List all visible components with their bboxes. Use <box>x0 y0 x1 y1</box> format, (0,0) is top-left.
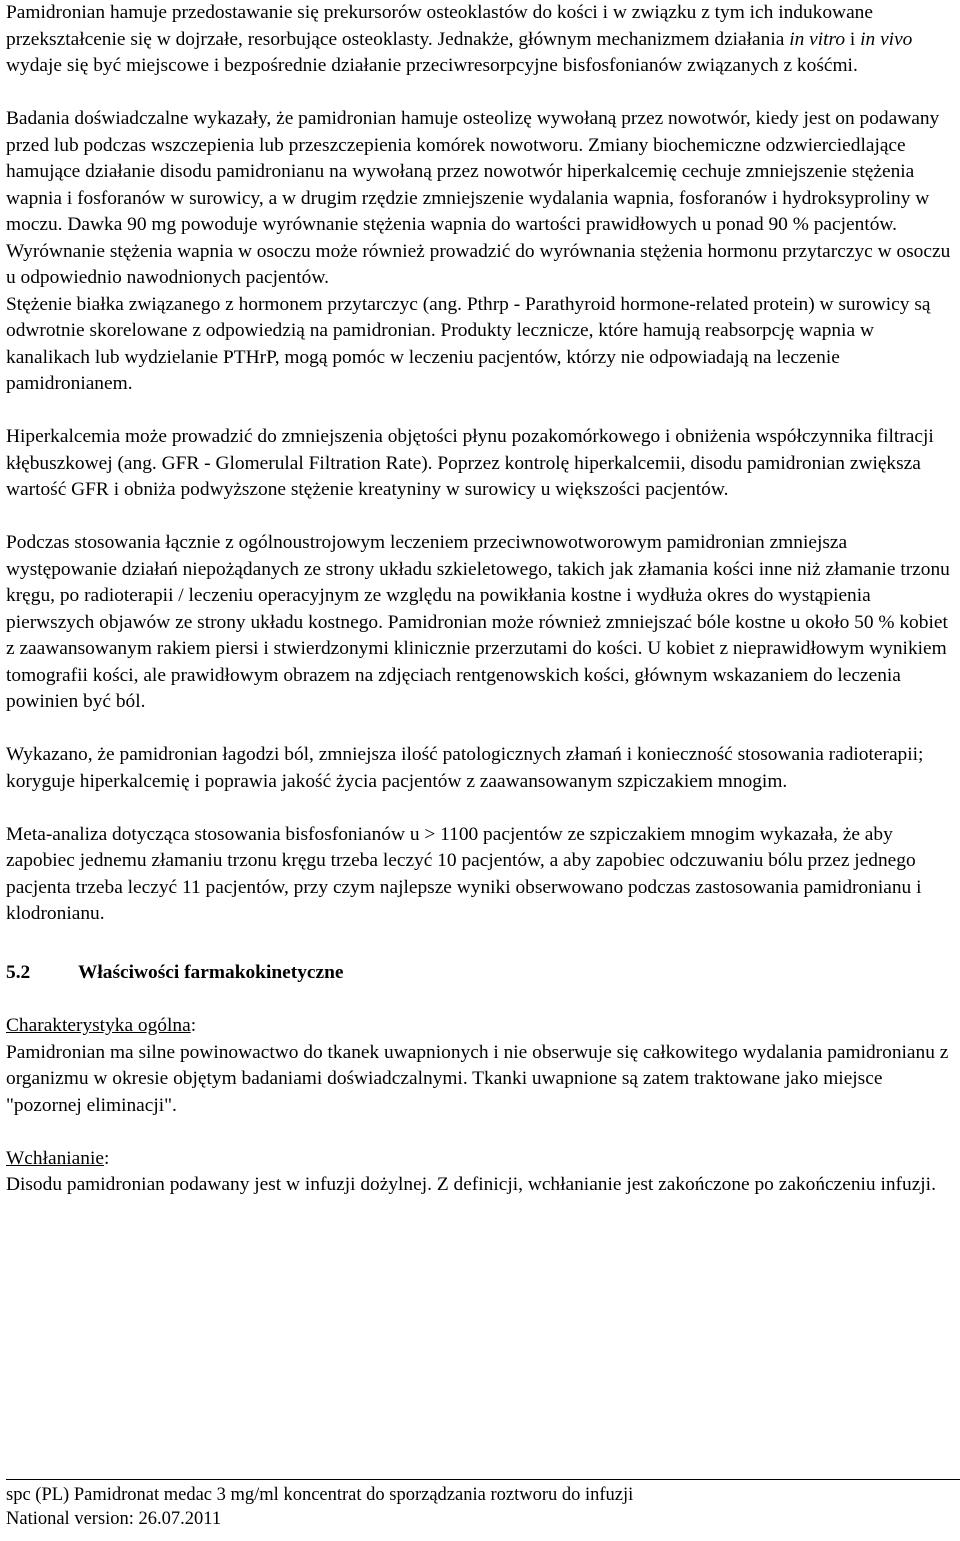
subheading-absorption-colon: : <box>103 1147 110 1169</box>
paragraph-absorption: Disodu pamidronian podawany jest w infuzji dożylnej. Z definicji, wchłanianie jest zakończone po zakończeniu infuzji. <box>6 1174 936 1195</box>
section-title: Właściwości farmakokinetyczne <box>78 962 344 983</box>
document-page <box>6 0 956 1199</box>
paragraph-hypercalcemia-gfr: Hiperkalcemia może prowadzić do zmniejszenia objętości płynu pozakomórkowego i obniżenia współczynnika filtracji kłębuszkowej (ang. GFR - Glomerulal Filtration Rate). Poprzez kontrolę hiperkalcemii, disodu pamidronian zwiększa wartość GFR i obniża podwyższone stężenie kreatyniny w surowicy u większości pacjentów. <box>6 426 934 500</box>
paragraph-mechanism-text-a: Pamidronian hamuje przedostawanie się prekursorów osteoklastów do kości i w związku z tym ich indukowane przekształcenie się w dojrzałe, resorbujące osteoklasty. Jednakże, głównym mechanizmem działania <box>6 2 873 50</box>
paragraph-gap <box>6 928 956 955</box>
paragraph-gap <box>6 716 956 743</box>
paragraph-gap <box>6 80 956 107</box>
paragraph-mechanism-text-c: i <box>845 28 861 50</box>
paragraph-gap <box>6 1119 956 1146</box>
paragraph-myeloma-pain: Wykazano, że pamidronian łagodzi ból, zmniejsza ilość patologicznych złamań i konieczność stosowania radioterapii; koryguje hiperkalcemię i poprawia jakość życia pacjentów z zaawansowanym szpiczakiem mnogim. <box>6 744 924 792</box>
subheading-general-colon: : <box>190 1015 197 1036</box>
paragraph-gap <box>6 504 956 531</box>
paragraph-gap <box>6 795 956 822</box>
paragraph-pthrp: Stężenie białka związanego z hormonem przytarczyc (ang. Pthrp - Parathyroid hormone-related protein) w surowicy są odwrotnie skorelowane z odpowiedzią na pamidronian. Produkty lecznicze, które hamują reabsorpcję wapnia w kanalikach lub wydzielanie PTHrP, mogą pomóc w leczeniu pacjentów, którzy nie odpowiadają na leczenie pamidronianem. <box>6 293 931 394</box>
paragraph-gap <box>6 398 956 425</box>
subheading-absorption-title: Wchłanianie <box>6 1147 104 1169</box>
subheading-general-title: Charakterystyka ogólna <box>6 1015 191 1036</box>
footer-product-line: spc (PL) Pamidronat medac 3 mg/ml koncentrat do sporządzania roztworu do infuzji <box>6 1485 634 1505</box>
in-vivo-term: in vivo <box>860 28 913 50</box>
in-vitro-term: in vitro <box>789 28 846 50</box>
page-footer <box>6 1479 960 1531</box>
subheading-absorption <box>6 1146 956 1173</box>
footer-version-line: National version: 26.07.2011 <box>6 1509 222 1529</box>
paragraph-experimental-studies: Badania doświadczalne wykazały, że pamidronian hamuje osteolizę wywołaną przez nowotwór, kiedy jest on podawany przed lub podczas wszczepienia lub przeszczepienia komórek nowotworu. Zmiany biochemiczne odzwierciedlające hamujące działanie disodu pamidronianu na wywołaną przez nowotwór hiperkalcemię cechuje zmniejszenie stężenia wapnia i fosforanów w surowicy, a w drugim rzędzie zmniejszenie wydalania wapnia, fosforanów i hydroksyproliny w moczu. Dawka 90 mg powoduje wyrównanie stężenia wapnia do wartości prawidłowych u ponad 90 % pacjentów. Wyrównanie stężenia wapnia w osoczu może również prowadzić do wyrównania stężenia hormonu przytarczyc w osoczu u odpowiednio nawodnionych pacjentów. <box>6 108 951 288</box>
section-heading <box>6 960 956 987</box>
section-number: 5.2 <box>6 962 31 983</box>
paragraph-skeletal-events: Podczas stosowania łącznie z ogólnoustrojowym leczeniem przeciwnowotworowym pamidronian zmniejsza występowanie działań niepożądanych ze strony układu szkieletowego, takich jak złamania kości inne niż złamanie trzonu kręgu, po radioterapii / leczeniu operacyjnym ze względu na powikłania kostne i wydłuża okres do wystąpienia pierwszych objawów ze strony układu kostnego. Pamidronian może również zmniejszać bóle kostne u około 50 % kobiet z zaawansowanym rakiem piersi i stwierdzonymi klinicznie przerzutami do kości. U kobiet z nieprawidłowym wynikiem tomografii kości, ale prawidłowym obrazem na zdjęciach rentgenowskich kości, głównym wskazaniem do leczenia powinien być ból. <box>6 532 950 712</box>
paragraph-meta-analysis: Meta-analiza dotycząca stosowania bisfosfonianów u > 1100 pacjentów ze szpiczakiem mnogim wykazała, że aby zapobiec jednemu złamaniu trzonu kręgu trzeba leczyć 10 pacjentów, a aby zapobiec odczuwaniu bólu przez jednego pacjenta trzeba leczyć 11 pacjentów, przy czym najlepsze wyniki obserwowano podczas zastosowania pamidronianu i klodronianu. <box>6 823 922 924</box>
paragraph-general: Pamidronian ma silne powinowactwo do tkanek uwapnionych i nie obserwuje się całkowitego wydalania pamidronianu z organizmu w okresie objętym badaniami doświadczalnymi. Tkanki uwapnione są zatem traktowane jako miejsce "pozornej eliminacji". <box>6 1041 949 1116</box>
subheading-general <box>6 1013 956 1040</box>
paragraph-mechanism <box>6 0 956 80</box>
paragraph-gap <box>6 987 956 1014</box>
paragraph-mechanism-text-e: wydaje się być miejscowe i bezpośrednie działanie przeciwresorpcyjne bisfosfonianów związanych z kośćmi. <box>6 55 858 76</box>
